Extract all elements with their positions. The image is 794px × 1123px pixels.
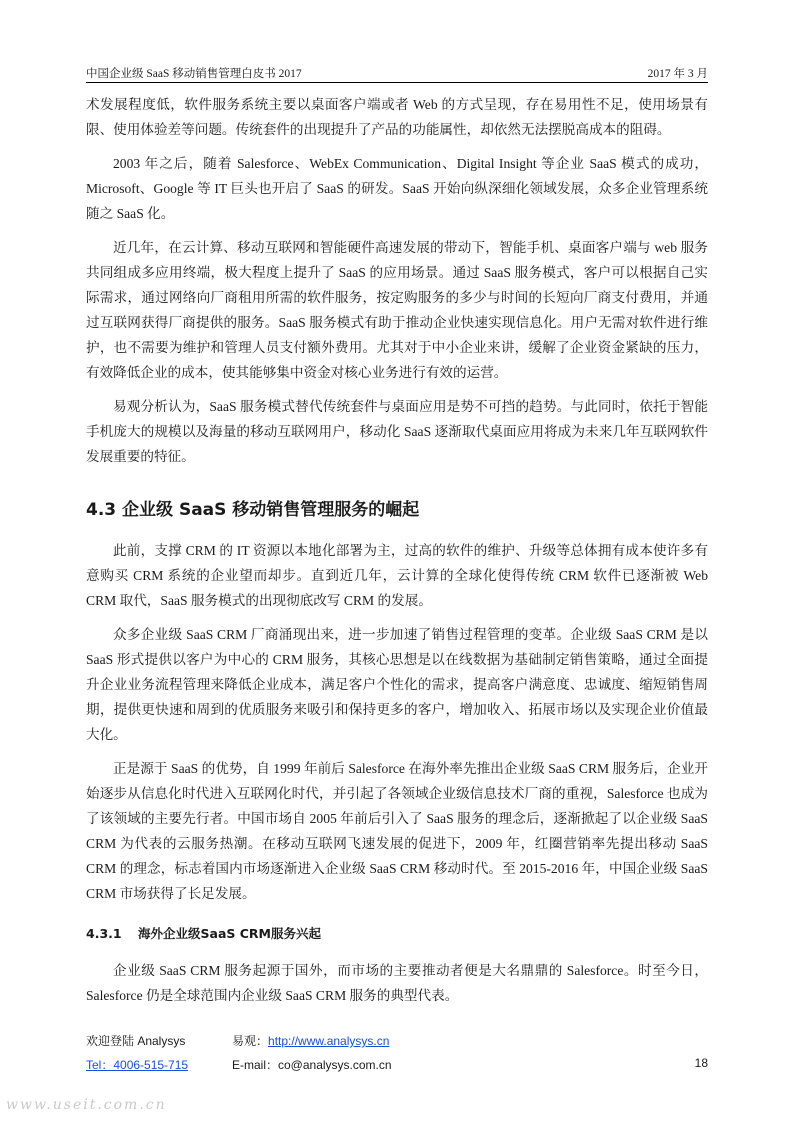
paragraph: 2003 年之后，随着 Salesforce、WebEx Communication、Digital Insight 等企业 SaaS 模式的成功，Microsoft、Google 等 IT 巨头也开启了 SaaS 的研发。SaaS 开始向纵深细化领域发展，众多企业管理系统随之 SaaS 化。 bbox=[86, 156, 708, 221]
paragraph: 此前，支撑 CRM 的 IT 资源以本地化部署为主，过高的软件的维护、升级等总体拥有成本使许多有意购买 CRM 系统的企业望而却步。直到近几年，云计算的全球化使得传统 CRM 软件已逐渐被 Web CRM 取代，SaaS 服务模式的出现彻底改写 CRM 的发展。 bbox=[86, 543, 708, 608]
paragraph: 易观分析认为，SaaS 服务模式替代传统套件与桌面应用是势不可挡的趋势。与此同时，依托于智能手机庞大的规模以及海量的移动互联网用户，移动化 SaaS 逐渐取代桌面应用将成为未来几年互联网软件发展重要的特征。 bbox=[86, 399, 708, 464]
paragraph: 企业级 SaaS CRM 服务起源于国外，而市场的主要推动者便是大名鼎鼎的 Salesforce。时至今日，Salesforce 仍是全球范围内企业级 SaaS CRM 服务的典型代表。 bbox=[86, 963, 708, 1003]
header-title: 中国企业级 SaaS 移动销售管理白皮书 2017 bbox=[86, 68, 302, 80]
watermark: www.useit.com.cn bbox=[6, 1097, 167, 1113]
subsection-heading bbox=[86, 924, 708, 942]
footer-email: E-mail：co@analysys.com.cn bbox=[232, 1058, 392, 1072]
page-header bbox=[86, 62, 708, 83]
page-number: 18 bbox=[694, 1056, 708, 1070]
footer-site-label: 易观： bbox=[232, 1034, 269, 1048]
subsection-title: 海外企业级SaaS CRM服务兴起 bbox=[138, 926, 321, 941]
subsection-number: 4.3.1 bbox=[86, 926, 122, 941]
footer-welcome: 欢迎登陆 Analysys bbox=[86, 1034, 186, 1048]
section-heading: 4.3 企业级 SaaS 移动销售管理服务的崛起 bbox=[86, 500, 420, 520]
paragraph: 术发展程度低，软件服务系统主要以桌面客户端或者 Web 的方式呈现，存在易用性不足，使用场景有限、使用体验差等问题。传统套件的出现提升了产品的功能属性，却依然无法摆脱高成本的阻碍。 bbox=[86, 97, 708, 137]
page-footer bbox=[86, 1032, 708, 1072]
paragraph: 正是源于 SaaS 的优势，自 1999 年前后 Salesforce 在海外率先推出企业级 SaaS CRM 服务后，企业开始逐步从信息化时代进入互联网化时代，并引起了各领域企业级信息技术厂商的重视，Salesforce 也成为了该领域的主要先行者。中国市场自 2005 年前后引入了 SaaS 服务的理念后，逐渐掀起了以企业级 SaaS CRM 为代表的云服务热潮。在移动互联网飞速发展的促进下，2009 年，红圈营销率先提出移动 SaaS CRM 的理念，标志着国内市场逐渐进入企业级 SaaS CRM 移动时代。至 2015-2016 年，中国企业级 SaaS CRM 市场获得了长足发展。 bbox=[86, 761, 708, 901]
paragraph: 众多企业级 SaaS CRM 厂商涌现出来，进一步加速了销售过程管理的变革。企业级 SaaS CRM 是以 SaaS 形式提供以客户为中心的 CRM 服务，其核心思想是以在线数据为基础制定销售策略，通过全面提升企业业务流程管理来降低企业成本，满足客户个性化的需求，提高客户满意度、忠诚度、缩短销售周期，提供更快速和周到的优质服务来吸引和保持更多的客户，增加收入、拓展市场以及实现企业价值最大化。 bbox=[86, 627, 708, 742]
page-content bbox=[86, 92, 708, 1017]
footer-tel-link[interactable]: Tel：4006-515-715 bbox=[86, 1058, 189, 1072]
footer-site-link[interactable]: http://www.analysys.cn bbox=[268, 1034, 390, 1048]
header-date: 2017 年 3 月 bbox=[647, 68, 708, 80]
paragraph: 近几年，在云计算、移动互联网和智能硬件高速发展的带动下，智能手机、桌面客户端与 web 服务共同组成多应用终端，极大程度上提升了 SaaS 的应用场景。通过 SaaS 服务模式，客户可以根据自己实际需求，通过网络向厂商租用所需的软件服务，按定购服务的多少与时间的长短向厂商支付费用，并通过互联网获得厂商提供的服务。SaaS 服务模式有助于推动企业快速实现信息化。用户无需对软件进行维护，也不需要为维护和管理人员支付额外费用。尤其对于中小企业来讲，缓解了企业资金紧缺的压力，有效降低企业的成本，使其能够集中资金对核心业务进行有效的运营。 bbox=[86, 240, 708, 380]
footer-site bbox=[232, 1032, 389, 1049]
